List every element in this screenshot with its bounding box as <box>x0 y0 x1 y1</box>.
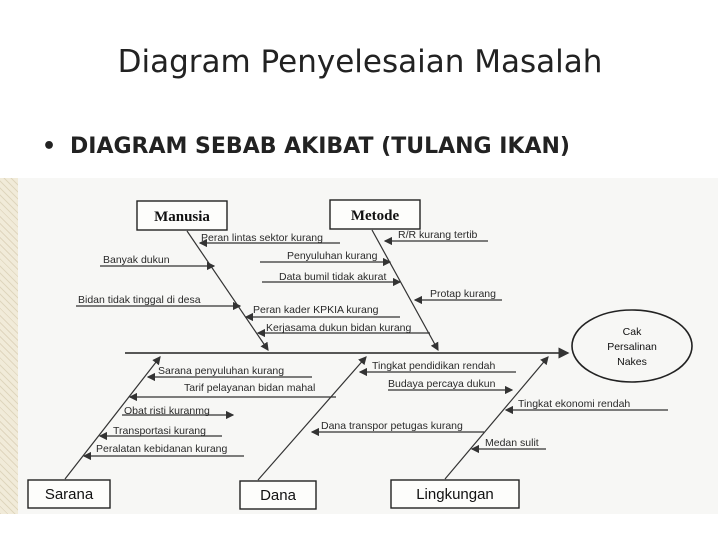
cause-metode-1: R/R kurang tertib <box>398 229 478 241</box>
cause-manusia-5: Kerjasama dukun bidan kurang <box>266 322 412 334</box>
cause-metode-2: Penyuluhan kurang <box>287 250 378 262</box>
slide-title: Diagram Penyelesaian Masalah <box>117 44 603 80</box>
cause-manusia-2: Banyak dukun <box>103 254 170 266</box>
cause-sarana-3: Obat risti kuranmg <box>124 405 210 417</box>
cause-lingkungan-1: Tingkat pendidikan rendah <box>372 360 496 372</box>
cause-lingkungan-2: Budaya percaya dukun <box>388 378 496 390</box>
bone-manusia <box>187 231 268 350</box>
cause-sarana-1: Sarana penyuluhan kurang <box>158 365 285 377</box>
effect-line-3: Nakes <box>617 356 647 368</box>
category-label-sarana: Sarana <box>44 486 94 503</box>
cause-sarana-4: Transportasi kurang <box>113 425 206 437</box>
cause-metode-3: Data bumil tidak akurat <box>279 271 387 283</box>
bone-lingkungan <box>445 357 548 479</box>
effect-line-2: Persalinan <box>607 341 657 353</box>
cause-manusia-4: Peran kader KPKIA kurang <box>253 304 379 316</box>
cause-manusia-1: Peran lintas sektor kurang <box>201 232 323 244</box>
cause-sarana-2: Tarif pelayanan bidan mahal <box>184 382 316 394</box>
bullet-marker: • <box>42 134 57 159</box>
category-label-lingkungan: Lingkungan <box>416 486 494 503</box>
cause-sarana-5: Peralatan kebidanan kurang <box>96 443 228 455</box>
category-label-manusia: Manusia <box>154 209 210 225</box>
effect-line-1: Cak <box>622 326 642 338</box>
cause-lingkungan-4: Medan sulit <box>485 437 539 449</box>
bone-sarana <box>65 357 160 479</box>
category-label-dana: Dana <box>260 487 296 504</box>
cause-manusia-3: Bidan tidak tinggal di desa <box>78 294 201 306</box>
cause-lingkungan-3: Tingkat ekonomi rendah <box>518 398 631 410</box>
category-label-metode: Metode <box>350 208 400 224</box>
bullet-text: DIAGRAM SEBAB AKIBAT (TULANG IKAN) <box>70 134 570 159</box>
cause-metode-4: Protap kurang <box>430 288 496 300</box>
cause-dana-1: Dana transpor petugas kurang <box>321 420 463 432</box>
